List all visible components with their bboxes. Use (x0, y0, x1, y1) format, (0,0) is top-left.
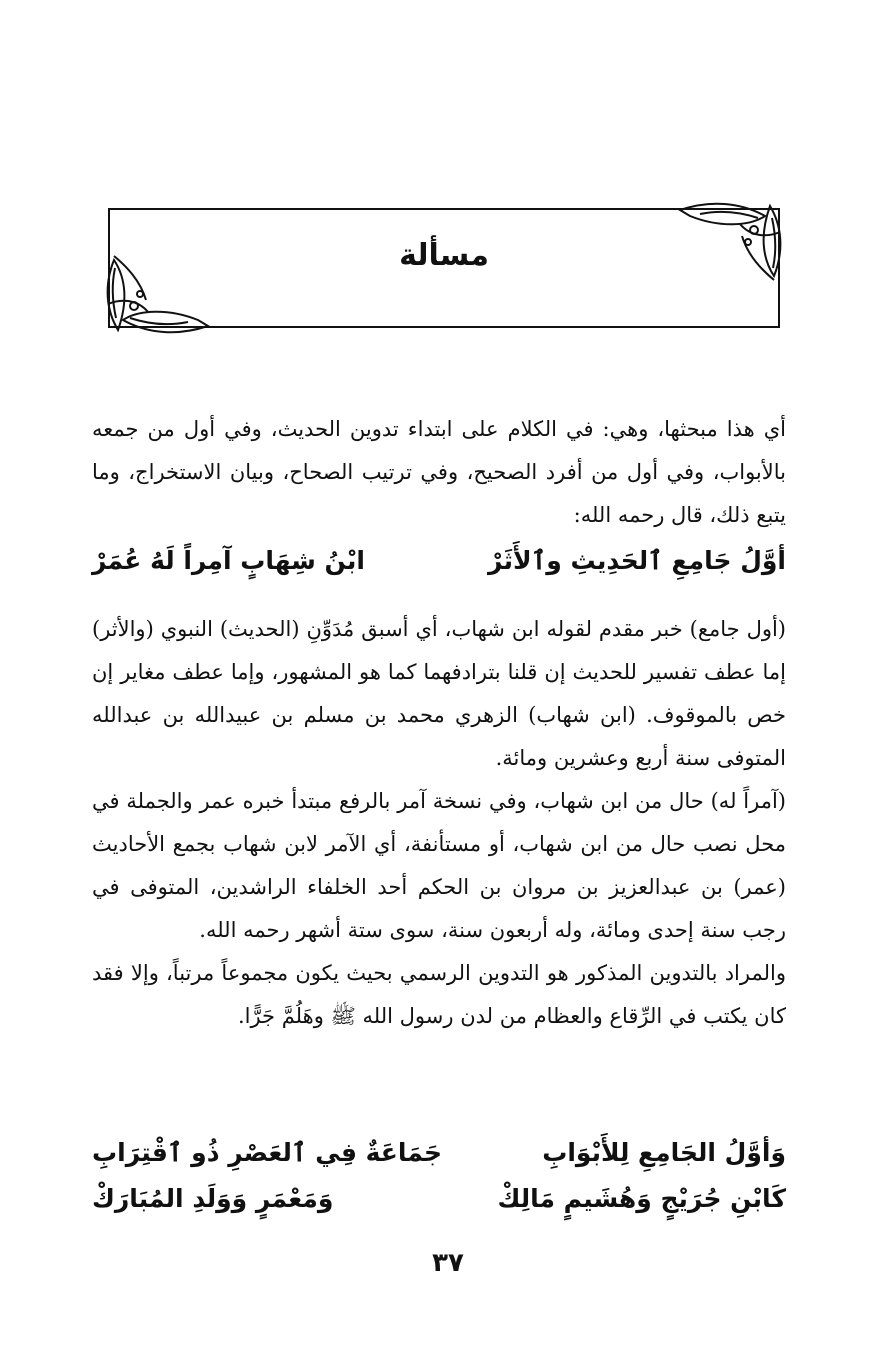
verse-hemistich-left: وَمَعْمَرٍ وَوَلَدِ المُبَارَكْ (92, 1184, 334, 1213)
commentary-paragraph-3: والمراد بالتدوين المذكور هو التدوين الرسمي بحيث يكون مجموعاً مرتباً، وإلا فقد كان يكتب في الرِّقاع والعظام من لدن رسول الله ﷺ وهَلُمَّ جَرًّا. (92, 961, 786, 1028)
verse-hemistich-right: وَأوَّلُ الجَامِعِ لِلأَبْوَابِ (542, 1138, 786, 1167)
section-title: مسألة (399, 238, 489, 273)
verse-hemistich-left: جَمَاعَةٌ فِي ٱلعَصْرِ ذُو ٱقْتِرَابِ (92, 1138, 443, 1167)
intro-block (92, 408, 786, 537)
verse-hemistich-left: ابْنُ شِهَابٍ آمِراً لَهُ عُمَرْ (92, 546, 365, 575)
commentary-paragraph-2: (آمراً له) حال من ابن شهاب، وفي نسخة آمر بالرفع مبتدأ خبره عمر والجملة في محل نصب حال من ابن شهاب، أو مستأنفة، أي الآمر لابن شهاب بجمع الأحاديث (عمر) بن عبدالعزيز بن مروان بن الحكم أحد الخلفاء الراشدين، المتوفى في رجب سنة إحدى ومائة، وله أربعون سنة، سوى ستة أشهر رحمه الله. (92, 789, 786, 942)
verse-line-1 (92, 546, 786, 594)
commentary-paragraph-1: (أول جامع) خبر مقدم لقوله ابن شهاب، أي أسبق مُدَوِّنِ (الحديث) النبوي (والأثر) إما عطف تفسير للحديث إن قلنا بترادفهما كما هو المشهور، وإما عطف مغاير إن خص بالموقوف. (ابن شهاب) الزهري محمد بن مسلم بن عبيدالله بن عبدالله المتوفى سنة أربع وعشرين ومائة. (92, 617, 786, 770)
page-number: ٣٧ (432, 1248, 464, 1278)
verse-line-2 (92, 1138, 786, 1182)
verse-line-3 (92, 1184, 786, 1228)
commentary-block (92, 608, 786, 1038)
title-frame (108, 208, 780, 328)
verse-hemistich-right: أوَّلُ جَامِعِ ٱلحَدِيثِ وٱلأَثَرْ (488, 546, 786, 575)
intro-paragraph: أي هذا مبحثها، وهي: في الكلام على ابتداء تدوين الحديث، وفي أول من جمعه بالأبواب، وفي أول من أفرد الصحيح، وفي ترتيب الصحاح، وبيان الاستخراج، وما يتبع ذلك، قال رحمه الله: (92, 417, 786, 527)
verse-hemistich-right: كَابْنِ جُرَيْجٍ وَهُشَيمٍ مَالِكْ (497, 1184, 786, 1213)
